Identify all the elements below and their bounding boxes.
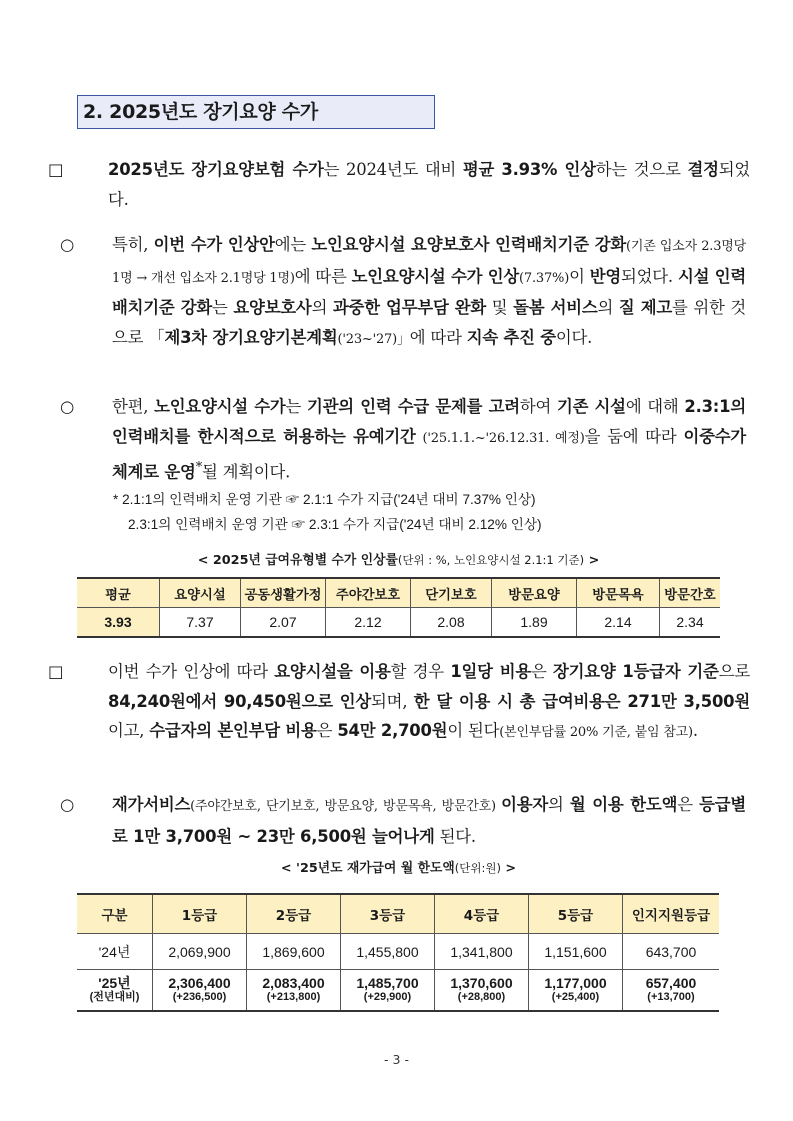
- table-header-row: [77, 894, 719, 934]
- text: 의: [311, 298, 333, 317]
- text-small: ('23~'27)」: [337, 331, 410, 347]
- text: 는: [212, 298, 234, 317]
- text-bold: 기관의 인력 수급 문제를 고려: [306, 397, 520, 416]
- text: 을 둠에 따라: [584, 426, 684, 446]
- table-row: [77, 934, 719, 970]
- text-bold: 장기요양 1등급자 기준: [553, 662, 719, 681]
- caption-end: >: [584, 553, 600, 568]
- text: 및: [486, 298, 514, 317]
- text-bold: 한 달 이용 시 총 급여비용은 271만 3,500원: [413, 691, 750, 711]
- text: 이고,: [108, 721, 150, 740]
- cell-main: 1,177,000: [544, 975, 607, 991]
- text-bold: 이용자: [501, 795, 548, 814]
- table-cell: 1,151,600: [529, 934, 623, 970]
- text-bold: 요양보호사: [233, 298, 312, 317]
- text: 하는 것으로: [595, 160, 688, 179]
- text-bold: 수급자의 본인부담 비용: [149, 721, 317, 740]
- page-number: - 3 -: [384, 1052, 409, 1067]
- text-bold: 재가서비스: [112, 795, 191, 814]
- cell-sub: (+28,800): [457, 991, 506, 1003]
- table-header: 평균: [77, 578, 160, 608]
- text: 를 위한 것으로 「: [112, 298, 746, 347]
- text-bold: 2025년도 장기요양보험 수가: [108, 160, 324, 179]
- text: 되며,: [371, 691, 414, 711]
- cell-main: 2,083,400: [262, 975, 325, 991]
- table-header: 단기보호: [411, 578, 492, 608]
- table-header: 2등급: [247, 894, 341, 934]
- text-small: (주야간보호, 단기보호, 방문요양, 방문목욕, 방문간호): [190, 799, 502, 814]
- table-header: 4등급: [435, 894, 529, 934]
- text-bold: 이중수가체계로 운영: [112, 426, 747, 482]
- text-bold: 과중한 업무부담 완화: [332, 298, 487, 317]
- cell-main: 1,485,700: [356, 975, 419, 991]
- section-title: 2. 2025년도 장기요양 수가: [77, 95, 435, 129]
- text: 는 2024년도 대비: [323, 160, 463, 179]
- text-bold: 월 이용 한도액: [569, 795, 678, 814]
- table-cell-label: '24년: [77, 934, 153, 970]
- table-header: 5등급: [529, 894, 623, 934]
- text-bold: 질 제고: [618, 298, 673, 317]
- paragraph-dual-fee-system: [60, 392, 747, 487]
- table-cell: [529, 970, 623, 1012]
- text-bold: 평균 3.93% 인상: [462, 160, 596, 179]
- cell-sub: (+213,800): [266, 991, 321, 1003]
- table-cell: 2.14: [577, 608, 660, 638]
- table-cell: [623, 970, 720, 1012]
- caption-text: < 2025년 급여유형별 수가 인상률: [197, 553, 398, 568]
- table-header: 인지지원등급: [623, 894, 720, 934]
- footnote-line-1: * 2.1:1의 인력배치 운영 기관 ☞ 2.1:1 수가 지급('24년 대비 7.37% 인상): [113, 492, 536, 507]
- table-cell: 2.08: [411, 608, 492, 638]
- table-header: 공동생활가정: [241, 578, 326, 608]
- text-bold: 시설 인력배치기준 강화: [112, 266, 747, 317]
- circle-bullet-icon: ○: [60, 397, 75, 416]
- caption-end: >: [500, 861, 517, 876]
- text-bold: 1일당 비용: [450, 662, 531, 681]
- text-bold: 결정: [687, 160, 719, 179]
- table-cell: 1.89: [492, 608, 577, 638]
- table-cell-label: [77, 970, 153, 1012]
- cell-main: 1,370,600: [450, 975, 513, 991]
- square-bullet-icon: □: [48, 160, 64, 179]
- table-cell: 643,700: [623, 934, 720, 970]
- caption-unit: (단위:원): [454, 861, 501, 875]
- monthly-limit-table: [77, 893, 719, 1012]
- text-bold: 제3차 장기요양기본계획: [164, 327, 338, 347]
- caption-unit: (단위 : %, 노인요양시설 2.1:1 기준): [397, 553, 585, 567]
- text-bold: 돌봄 서비스: [513, 298, 598, 317]
- cell-sub: (+236,500): [172, 991, 227, 1003]
- text: 의: [547, 795, 570, 814]
- table-header: 1등급: [153, 894, 247, 934]
- table-cell: 2.07: [241, 608, 326, 638]
- text-small: (본인부담률 20% 기준, 붙임 참고): [499, 725, 693, 740]
- footnote-line-2: 2.3:1의 인력배치 운영 기관 ☞ 2.3:1 수가 지급('24년 대비 2.12% 인상): [128, 517, 542, 532]
- text-bold: 54만 2,700원: [337, 721, 448, 740]
- table1-caption: [77, 549, 720, 568]
- circle-bullet-icon: ○: [60, 795, 75, 814]
- text: 에 따른: [294, 266, 352, 286]
- table-cell: [247, 970, 341, 1012]
- table-cell: 7.37: [160, 608, 241, 638]
- text-small: ('25.1.1.~'26.12.31. 예정): [422, 430, 585, 446]
- text: 특히,: [112, 235, 154, 254]
- table-header: 주야간보호: [326, 578, 411, 608]
- table-cell-average: 3.93: [77, 608, 160, 638]
- table-header-row: [77, 578, 720, 608]
- text-bold: 반영: [589, 266, 622, 286]
- caption-text: < '25년도 재가급여 월 한도액: [280, 861, 455, 876]
- text-small: (기존 입소자 2.3명당 1명 → 개선 입소자 2.1명당 1명): [112, 239, 746, 286]
- cell-sub: (전년대비): [89, 991, 140, 1003]
- text-bold: 등급별로 1만 3,700원 ~ 23만 6,500원 늘어나게: [112, 795, 747, 846]
- table-header: 방문간호: [660, 578, 721, 608]
- text-bold: 노인요양시설 수가 인상: [351, 266, 520, 286]
- text-bold: 요양시설을 이용: [274, 662, 391, 681]
- text: 은: [316, 721, 338, 740]
- text: 이번 수가 인상에 따라: [108, 662, 275, 681]
- table-cell: [341, 970, 435, 1012]
- table-cell: 1,341,800: [435, 934, 529, 970]
- text-bold: 지속 추진 중: [466, 327, 556, 347]
- text: 될 계획이다.: [202, 462, 291, 482]
- text-bold: 2.3:1의 인력배치를 한시적으로 허용하는 유예기간: [112, 397, 747, 446]
- table-row: [77, 970, 719, 1012]
- table-header: 구분: [77, 894, 153, 934]
- cell-main: 2,306,400: [168, 975, 231, 991]
- table-cell: 2.34: [660, 608, 721, 638]
- paragraph-home-care-limit: [60, 790, 747, 851]
- square-bullet-icon: □: [48, 662, 64, 681]
- footnote-mark: *: [195, 460, 202, 475]
- cell-sub: (+29,900): [363, 991, 412, 1003]
- table-header: 방문요양: [492, 578, 577, 608]
- text-bold: 노인요양시설 수가: [154, 397, 286, 416]
- text: 는: [285, 397, 307, 416]
- table-row: [77, 608, 720, 638]
- table-header: 방문목욕: [577, 578, 660, 608]
- cell-sub: (+25,400): [551, 991, 600, 1003]
- text: 에 따라: [409, 327, 467, 347]
- text: 은: [530, 662, 553, 681]
- text: 된다.: [434, 826, 476, 846]
- text: 은: [677, 795, 700, 814]
- text: .: [692, 721, 698, 740]
- text: 이: [569, 266, 590, 286]
- table-cell: 2.12: [326, 608, 411, 638]
- paragraph-staffing-standard: [60, 230, 747, 354]
- text: 하여: [519, 397, 557, 416]
- table-cell: [153, 970, 247, 1012]
- text: 한편,: [112, 397, 155, 416]
- cell-main: 657,400: [645, 975, 697, 991]
- table-header: 3등급: [341, 894, 435, 934]
- table2-caption: [77, 857, 720, 876]
- paragraph-fee-decision: [48, 155, 750, 214]
- text: 할 경우: [390, 662, 451, 681]
- text: 에는: [274, 235, 312, 254]
- text-bold: 노인요양시설 요양보호사 인력배치기준 강화: [311, 235, 626, 254]
- text-small: (7.37%): [519, 270, 570, 286]
- fee-increase-table: [77, 577, 720, 638]
- text: 에 대해: [625, 397, 685, 416]
- cell-sub: (+13,700): [647, 991, 695, 1003]
- circle-bullet-icon: ○: [60, 235, 75, 254]
- table-header: 요양시설: [160, 578, 241, 608]
- text: 으로: [718, 662, 750, 681]
- text: 되었다.: [621, 266, 678, 286]
- text: 의: [597, 298, 619, 317]
- table-cell: 1,455,800: [341, 934, 435, 970]
- text-bold: 기존 시설: [556, 397, 626, 416]
- text: 되었다.: [108, 160, 750, 209]
- text: 이 된다: [447, 721, 500, 740]
- paragraph-facility-cost: [48, 657, 750, 748]
- table-cell: 2,069,900: [153, 934, 247, 970]
- text-bold: 84,240원에서 90,450원으로 인상: [108, 691, 372, 711]
- table-cell: 1,869,600: [247, 934, 341, 970]
- table-cell: [435, 970, 529, 1012]
- text-bold: 이번 수가 인상안: [153, 235, 275, 254]
- text: 이다.: [555, 327, 593, 347]
- cell-main: '25년: [98, 975, 131, 991]
